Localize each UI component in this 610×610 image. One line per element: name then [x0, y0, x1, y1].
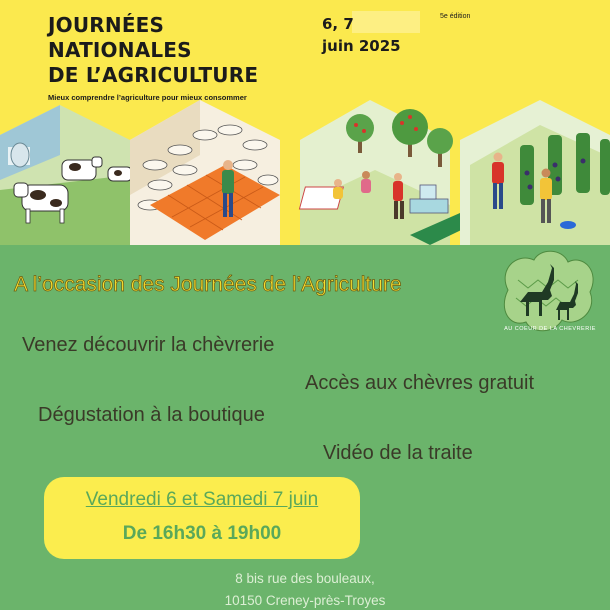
schedule-days: Vendredi 6 et Samedi 7 juin: [85, 489, 319, 510]
farm-illustration: [0, 95, 610, 245]
cow-icon: [108, 167, 132, 181]
title-line-3: DE L’AGRICULTURE: [48, 63, 259, 87]
line-free-access: Accès aux chèvres gratuit: [305, 372, 534, 394]
cow-icon: [62, 157, 102, 180]
address-line-2: 10150 Creney-près-Troyes: [224, 593, 386, 608]
line-milking-video: Vidéo de la traite: [323, 442, 473, 464]
title-line-1: JOURNÉES: [48, 13, 165, 37]
schedule-box: [44, 477, 360, 559]
logo-text: AU COEUR DE LA CHEVRERIE: [504, 326, 596, 332]
address-line-1: 8 bis rue des bouleaux,: [235, 571, 375, 586]
line-tasting: Dégustation à la boutique: [38, 404, 265, 426]
date-days: 6, 7: [322, 15, 354, 33]
header-banner: [0, 0, 610, 245]
line-discover: Venez découvrir la chèvrerie: [22, 334, 275, 356]
date-month-year: juin 2025: [322, 37, 401, 55]
headline: A l’occasion des Journées de l’Agriculture: [14, 273, 402, 296]
event-title: [48, 13, 258, 88]
event-date: [322, 13, 401, 57]
schedule-hours: De 16h30 à 19h00: [122, 523, 282, 544]
event-subtitle: Mieux comprendre l’agriculture pour mieux consommer: [48, 93, 247, 102]
title-line-2: NATIONALES: [48, 38, 192, 62]
edition-label: 5e édition: [440, 13, 471, 20]
